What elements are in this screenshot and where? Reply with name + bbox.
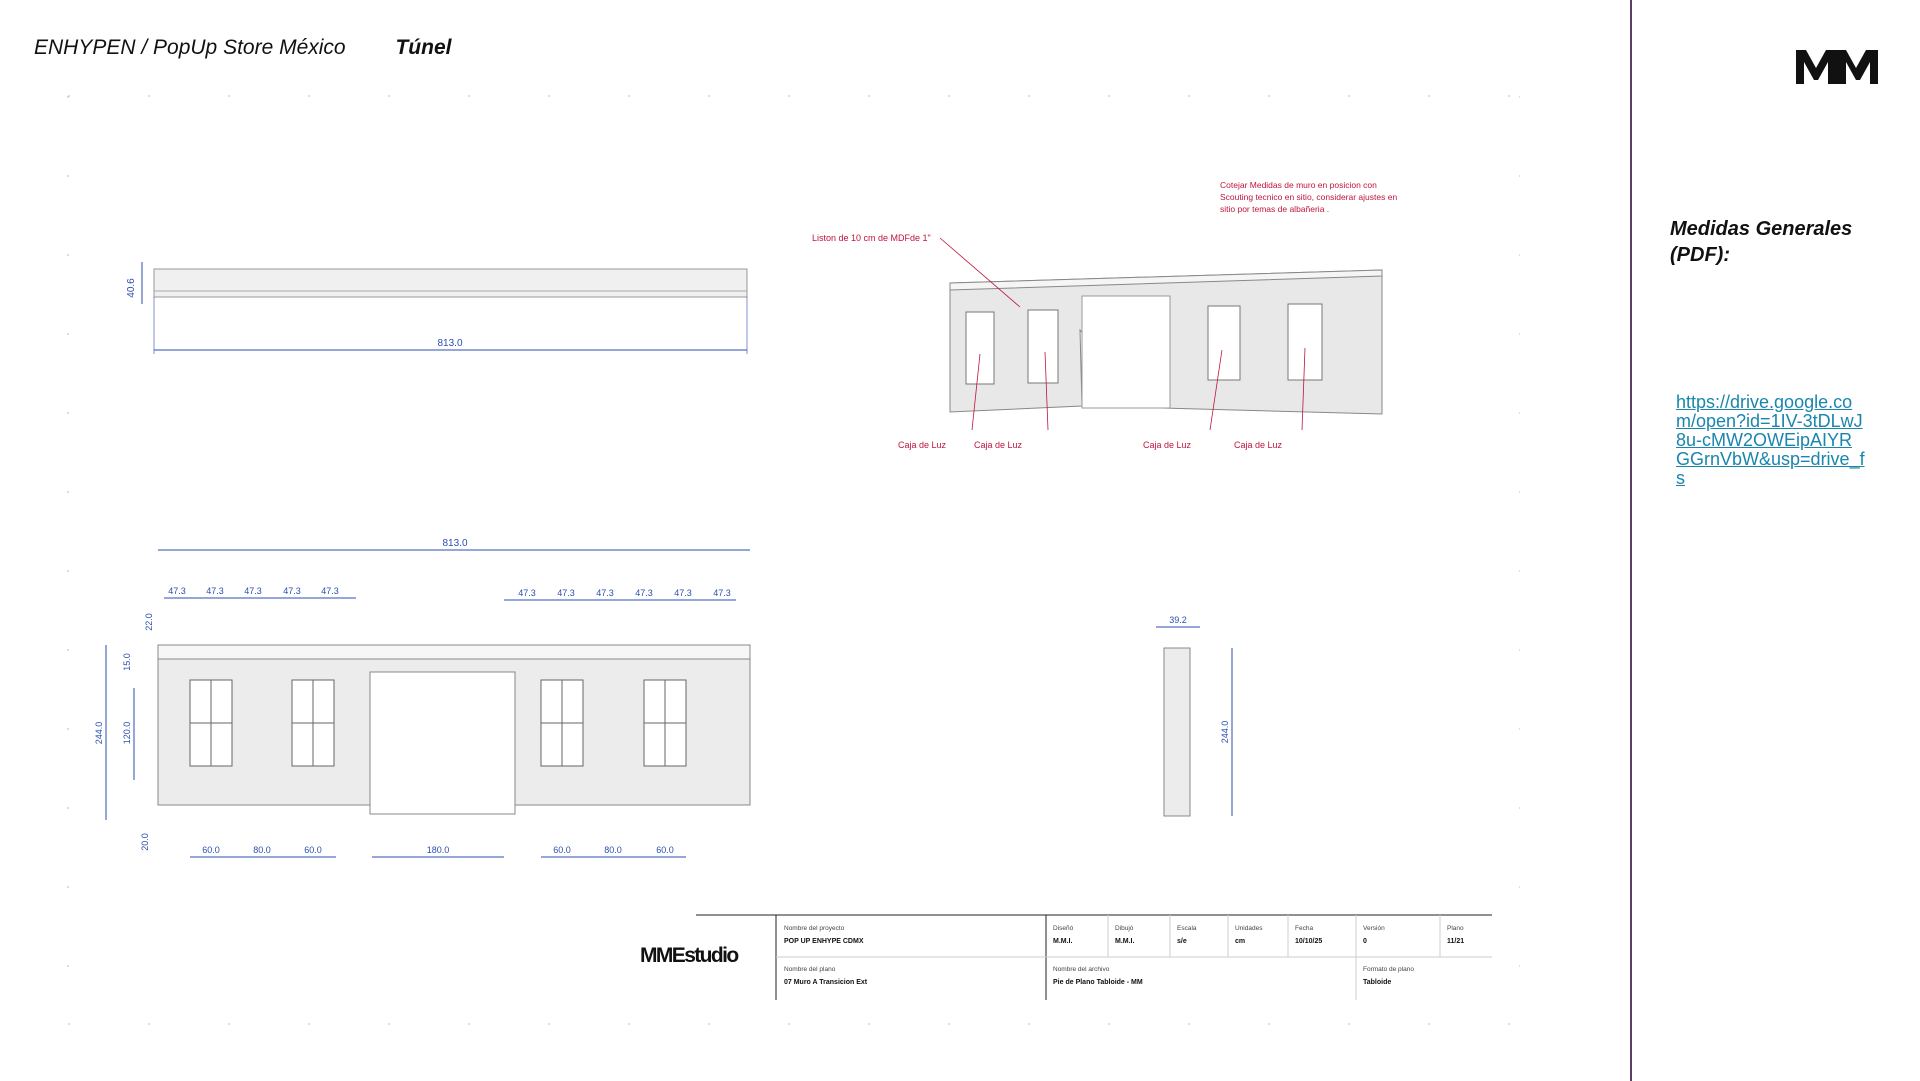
dim-top-l-3: 47.3 xyxy=(244,586,262,596)
file-label: Nombre del archivo xyxy=(1053,966,1110,973)
front-view xyxy=(94,538,750,857)
page-title: ENHYPEN / PopUp Store México xyxy=(34,36,346,59)
note-caja-4: Caja de Luz xyxy=(1234,440,1283,450)
dim-left-top: 22.0 xyxy=(144,613,154,631)
top-view xyxy=(126,262,747,354)
section-title: Túnel xyxy=(395,36,452,59)
format-label: Formato de plano xyxy=(1363,966,1414,973)
general-measures-label: Medidas Generales (PDF): xyxy=(1670,218,1853,266)
note-liston: Liston de 10 cm de MDFde 1" xyxy=(812,233,931,243)
dim-top-r-2: 47.3 xyxy=(557,588,575,598)
scale-value: s/e xyxy=(1177,938,1187,945)
dim-bottom-2: 80.0 xyxy=(253,845,271,855)
dim-top-r-6: 47.3 xyxy=(713,588,731,598)
date-value: 10/10/25 xyxy=(1295,938,1323,945)
sheet-label: Plano xyxy=(1447,925,1464,932)
drive-pdf-link[interactable]: https://drive.google.com/open?id=1IV-3tDLwJ8u-cMW2OWEipAIYRGGrnVbW&usp=drive_fs xyxy=(1676,392,1865,488)
draw-label: Dibujó xyxy=(1115,925,1134,932)
note-caja-1: Caja de Luz xyxy=(898,440,947,450)
plan-name-value: 07 Muro A Transicion Ext xyxy=(784,979,868,986)
dim-top-r-3: 47.3 xyxy=(596,588,614,598)
studio-logo: MMEstudio xyxy=(640,944,738,967)
dim-bottom-1: 60.0 xyxy=(202,845,220,855)
dim-top-r-1: 47.3 xyxy=(518,588,536,598)
title-block xyxy=(640,915,1492,1000)
note-main-1: Cotejar Medidas de muro en posicion con xyxy=(1220,180,1377,190)
design-value: M.M.I. xyxy=(1053,938,1073,945)
design-label: Diseñó xyxy=(1053,925,1074,932)
dim-top-l-5: 47.3 xyxy=(321,586,339,596)
plan-name-label: Nombre del plano xyxy=(784,966,836,973)
side-view xyxy=(1156,615,1232,816)
plan-border xyxy=(68,96,1520,1024)
note-main-3: sitio por temas de albañeria . xyxy=(1220,204,1330,214)
mm-logo xyxy=(1796,48,1878,84)
project-label: Nombre del proyecto xyxy=(784,925,845,932)
note-main-2: Scouting tecnico en sitio, considerar ajustes en xyxy=(1220,192,1398,202)
dim-bottom-7: 60.0 xyxy=(656,845,674,855)
units-value: cm xyxy=(1235,938,1246,945)
dim-bottom-6: 80.0 xyxy=(604,845,622,855)
top-width-dim: 813.0 xyxy=(437,338,463,349)
dim-top-r-5: 47.3 xyxy=(674,588,692,598)
front-total-width: 813.0 xyxy=(442,538,468,549)
draw-value: M.M.I. xyxy=(1115,938,1135,945)
page-header xyxy=(34,36,451,60)
dim-left-base: 20.0 xyxy=(140,833,150,851)
units-label: Unidades xyxy=(1235,925,1263,932)
dim-left-window: 120.0 xyxy=(122,721,132,745)
architectural-plan xyxy=(60,90,1520,1030)
dim-top-l-4: 47.3 xyxy=(283,586,301,596)
dim-bottom-4: 180.0 xyxy=(426,845,450,855)
side-height-dim: 244.0 xyxy=(1220,720,1230,744)
version-label: Versión xyxy=(1363,925,1385,932)
note-caja-3: Caja de Luz xyxy=(1143,440,1192,450)
dim-bottom-3: 60.0 xyxy=(304,845,322,855)
file-value: Pie de Plano Tabloide - MM xyxy=(1053,979,1143,986)
perspective-view xyxy=(812,180,1397,450)
dim-top-l-1: 47.3 xyxy=(168,586,186,596)
note-caja-2: Caja de Luz xyxy=(974,440,1023,450)
project-value: POP UP ENHYPE CDMX xyxy=(784,938,864,945)
sheet-value: 11/21 xyxy=(1447,938,1465,945)
dim-top-l-2: 47.3 xyxy=(206,586,224,596)
top-height-dim: 40.6 xyxy=(126,278,137,298)
date-label: Fecha xyxy=(1295,925,1314,932)
format-value: Tabloide xyxy=(1363,979,1392,986)
version-value: 0 xyxy=(1363,938,1367,945)
dim-left-total: 244.0 xyxy=(94,721,104,745)
scale-label: Escala xyxy=(1177,925,1197,932)
side-depth-dim: 39.2 xyxy=(1169,615,1187,625)
dim-bottom-5: 60.0 xyxy=(553,845,571,855)
dim-top-r-4: 47.3 xyxy=(635,588,653,598)
vertical-divider xyxy=(1630,0,1632,1081)
dim-left-cornice: 15.0 xyxy=(122,653,132,671)
